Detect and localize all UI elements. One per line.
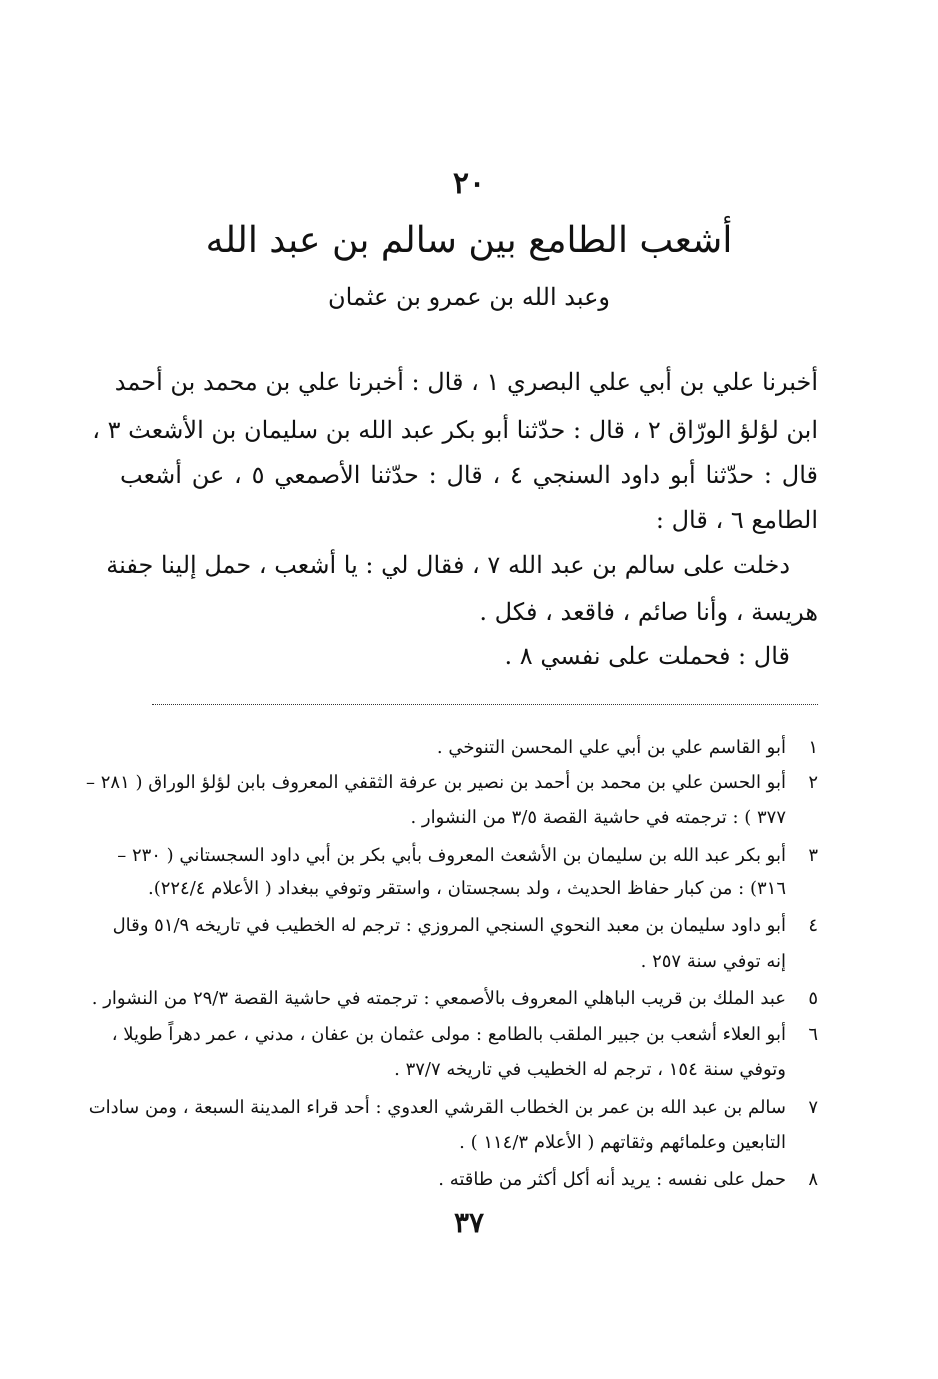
body-line-6: هريسة ، وأنا صائم ، فاقعد ، فكل . <box>479 598 818 626</box>
footnote-text: أبو العلاء أشعب بن جبير الملقب بالطامع : مولى عثمان بن عفان ، مدني ، عمر دهراً طويلا ، <box>111 1024 786 1045</box>
footnote-number: ٧ <box>808 1097 818 1118</box>
footnote-number: ٢ <box>808 772 818 793</box>
footnote-4-cont: إنه توفي سنة ٢٥٧ . <box>640 951 786 972</box>
footnote-3 <box>117 841 818 871</box>
body-line-1: أخبرنا علي بن أبي علي البصري ١ ، قال : أخبرنا علي بن محمد بن أحمد <box>114 368 818 396</box>
footnote-text: أبو القاسم علي بن أبي علي المحسن التنوخي . <box>436 737 786 758</box>
footnote-number: ٥ <box>808 988 818 1009</box>
body-line-2: ابن لؤلؤ الورّاق ٢ ، قال : حدّثنا أبو بكر عبد الله بن سليمان بن الأشعث ٣ ، <box>92 416 818 444</box>
footnote-2-cont: ٣٧٧ ) : ترجمته في حاشية القصة ٣/٥ من النشوار . <box>410 807 786 828</box>
footnote-8 <box>438 1165 818 1195</box>
footnote-7 <box>89 1093 818 1123</box>
story-subtitle: وعبد الله بن عمرو بن عثمان <box>328 283 610 311</box>
footnote-number: ٤ <box>808 915 818 936</box>
body-line-4: الطامع ٦ ، قال : <box>655 506 818 534</box>
body-line-3: قال : حدّثنا أبو داود السنجي ٤ ، قال : حدّثنا الأصمعي ٥ ، عن أشعب <box>120 461 818 489</box>
footnote-number: ١ <box>808 737 818 758</box>
footnote-text: سالم بن عبد الله بن عمر بن الخطاب القرشي العدوي : أحد قراء المدينة السبعة ، ومن سادات <box>88 1097 786 1118</box>
footnote-6 <box>112 1020 818 1050</box>
footnote-number: ٣ <box>808 845 818 866</box>
footnote-text: أبو الحسن علي بن محمد بن أحمد بن نصير بن عرفة الثقفي المعروف بابن لؤلؤ الوراق ( ٢٨١ – <box>86 772 786 793</box>
body-line-7: قال : فحملت على نفسي ٨ . <box>504 642 790 670</box>
footnote-text: عبد الملك بن قريب الباهلي المعروف بالأصمعي : ترجمته في حاشية القصة ٢٩/٣ من النشوار . <box>91 988 786 1009</box>
body-line-5: دخلت على سالم بن عبد الله ٧ ، فقال لي : يا أشعب ، حمل إلينا جفنة <box>106 551 790 579</box>
footnote-separator <box>152 704 818 705</box>
footnote-text: حمل على نفسه : يريد أنه أكل أكثر من طاقته . <box>438 1169 786 1190</box>
footnote-number: ٦ <box>808 1024 818 1045</box>
footnote-text: أبو داود سليمان بن معبد النحوي السنجي المروزي : ترجم له الخطيب في تاريخه ٥١/٩ وقال <box>112 915 786 936</box>
footnote-1 <box>437 733 818 763</box>
footnote-4 <box>113 911 818 941</box>
footnote-5 <box>92 984 818 1014</box>
footnote-6-cont: وتوفي سنة ١٥٤ ، ترجم له الخطيب في تاريخه ٣٧/٧ . <box>394 1059 786 1080</box>
footnote-number: ٨ <box>808 1169 818 1190</box>
footnote-7-cont: التابعين وعلمائهم وثقاتهم ( الأعلام ١١٤/٣ ) . <box>459 1132 786 1153</box>
story-number: ٢٠ <box>452 166 486 201</box>
page-number: ٣٧ <box>453 1206 485 1239</box>
story-title: أشعب الطامع بين سالم بن عبد الله <box>205 220 733 261</box>
footnote-text: أبو بكر عبد الله بن سليمان بن الأشعث المعروف بأبي بكر بن أبي داود السجستاني ( ٢٣٠ – <box>117 845 786 866</box>
footnote-3-cont: ٣١٦) : من كبار حفاظ الحديث ، ولد بسجستان ، واستقر وتوفي ببغداد ( الأعلام ٢٢٤/٤). <box>147 878 786 899</box>
footnote-2 <box>86 768 818 798</box>
